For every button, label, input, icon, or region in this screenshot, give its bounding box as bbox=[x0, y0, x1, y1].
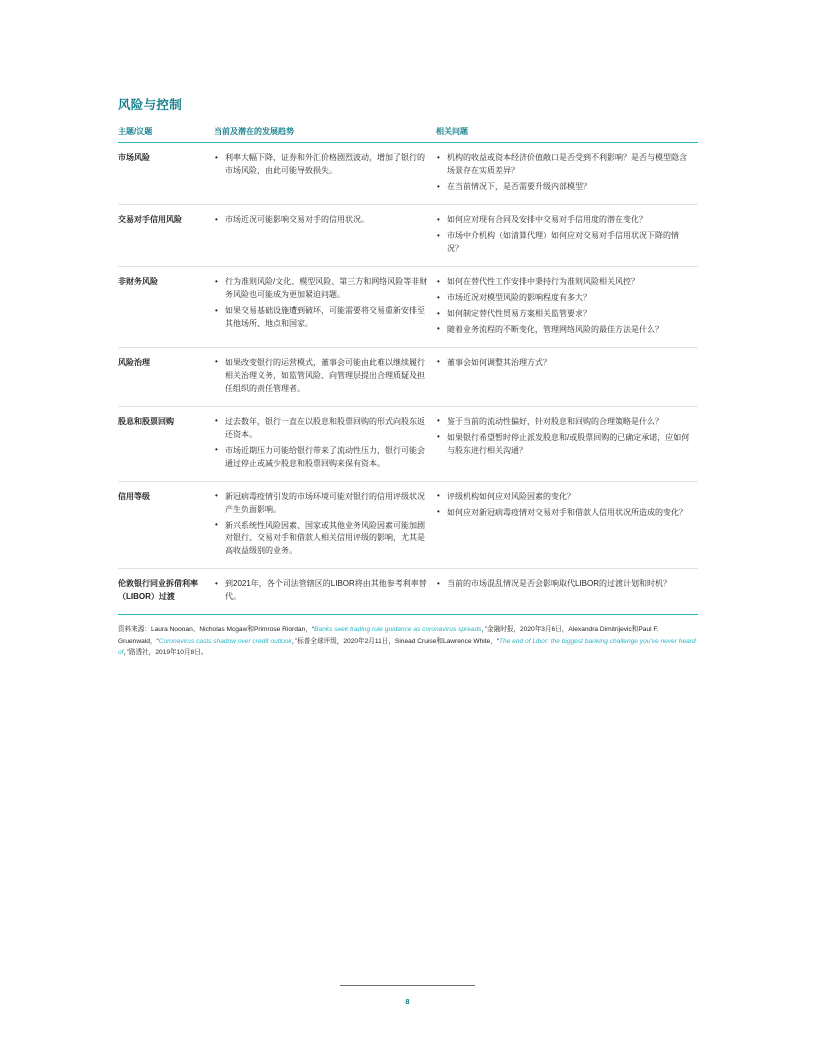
row-trends bbox=[214, 143, 436, 205]
list-item: • 如何应对现有合同及安排中交易对手信用度的潜在变化？ bbox=[436, 214, 690, 227]
risk-control-table bbox=[118, 127, 698, 615]
row-questions bbox=[436, 267, 698, 348]
table-header-row bbox=[118, 127, 698, 143]
list-item: • 新兴系统性风险因素、国家或其他业务风险因素可能加剧对银行、交易对手和借款人相关信用评级的影响，尤其是高收益级别的业务。 bbox=[214, 520, 428, 559]
list-item: • 如何应对新冠病毒疫情对交易对手和借款人信用状况所造成的变化？ bbox=[436, 507, 690, 520]
row-trends bbox=[214, 267, 436, 348]
column-header-topic: 主题/议题 bbox=[118, 127, 214, 143]
column-header-trends: 当前及潜在的发展趋势 bbox=[214, 127, 436, 143]
source-prefix: 资料来源：Laura Noonan、Nicholas Mcgaw和Primrose Riordan，“ bbox=[118, 626, 315, 634]
table-row bbox=[118, 406, 698, 481]
list-item: • 董事会如何调整其治理方式？ bbox=[436, 357, 690, 370]
row-trends bbox=[214, 406, 436, 481]
list-item: • 随着业务流程的不断变化，管理网络风险的最佳方法是什么？ bbox=[436, 324, 690, 337]
table-row bbox=[118, 267, 698, 348]
source-link-2[interactable]: Coronavirus casts shadow over credit outlook bbox=[158, 637, 292, 645]
page-content bbox=[118, 95, 698, 658]
row-questions bbox=[436, 205, 698, 267]
source-suffix: ，”路透社，2019年10月8日。 bbox=[123, 648, 208, 656]
footer-divider bbox=[340, 985, 475, 986]
source-mid-1: ，”金融时报，2020年3月6日，Alexandra Dimitrijevic和Paul F. Gruenwald，“ bbox=[118, 626, 659, 645]
row-questions bbox=[436, 481, 698, 569]
source-link-1[interactable]: Banks seek trading rule guidance as coronavirus spreads bbox=[314, 626, 482, 634]
list-item: • 机构的收益或资本经济价值敞口是否受到不利影响？是否与模型隐含场景存在实质差异？ bbox=[436, 152, 690, 178]
list-item: • 如何在替代性工作安排中秉持行为准则风险相关风控？ bbox=[436, 276, 690, 289]
row-trends bbox=[214, 205, 436, 267]
list-item: • 市场中介机构（如清算代理）如何应对交易对手信用状况下降的情况？ bbox=[436, 230, 690, 256]
row-trends bbox=[214, 481, 436, 569]
row-trends bbox=[214, 569, 436, 615]
row-topic: 交易对手信用风险 bbox=[118, 205, 214, 267]
table-row bbox=[118, 205, 698, 267]
source-link-3[interactable]: The end of Libor: the biggest banking challenge you've never heard of bbox=[118, 637, 696, 656]
row-trends bbox=[214, 347, 436, 406]
list-item: • 市场近期压力可能给银行带来了流动性压力，银行可能会通过停止或减少股息和股票回购来保有资本。 bbox=[214, 445, 428, 471]
list-item: • 如果改变银行的运营模式，董事会可能由此难以继续履行相关治理义务，如监管风险、向管理层提出合理质疑及担任组织的责任管理者。 bbox=[214, 357, 428, 396]
row-topic: 风险治理 bbox=[118, 347, 214, 406]
row-topic: 非财务风险 bbox=[118, 267, 214, 348]
table-row bbox=[118, 347, 698, 406]
list-item: • 如何制定替代性贸易方案相关监管要求？ bbox=[436, 308, 690, 321]
table-header bbox=[118, 127, 698, 143]
row-topic: 股息和股票回购 bbox=[118, 406, 214, 481]
page-number: 8 bbox=[405, 997, 410, 1006]
row-questions bbox=[436, 406, 698, 481]
list-item: • 市场近况对模型风险的影响程度有多大？ bbox=[436, 292, 690, 305]
table-body bbox=[118, 143, 698, 615]
list-item: • 新冠病毒疫情引发的市场环境可能对银行的信用评级状况产生负面影响。 bbox=[214, 491, 428, 517]
list-item: • 鉴于当前的流动性偏好，针对股息和回购的合理策略是什么？ bbox=[436, 416, 690, 429]
list-item: • 当前的市场混乱情况是否会影响取代LIBOR的过渡计划和时机？ bbox=[436, 578, 690, 591]
row-topic: 伦敦银行同业拆借利率（LIBOR）过渡 bbox=[118, 569, 214, 615]
row-questions bbox=[436, 347, 698, 406]
source-mid-2: ，”标普全球评级，2020年2月11日，Sinead Cruise和Lawrence White，“ bbox=[291, 637, 500, 645]
row-questions bbox=[436, 143, 698, 205]
list-item: • 利率大幅下降，证券和外汇价格剧烈波动，增加了银行的市场风险，由此可能导致损失。 bbox=[214, 152, 428, 178]
list-item: • 到2021年，各个司法管辖区的LIBOR将由其他参考利率替代。 bbox=[214, 578, 428, 604]
list-item: • 市场近况可能影响交易对手的信用状况。 bbox=[214, 214, 428, 227]
list-item: • 在当前情况下，是否需要升级内部模型？ bbox=[436, 181, 690, 194]
list-item: • 过去数年，银行一直在以股息和股票回购的形式向股东返还资本。 bbox=[214, 416, 428, 442]
column-header-questions: 相关问题 bbox=[436, 127, 698, 143]
row-questions bbox=[436, 569, 698, 615]
list-item: • 如果交易基础设施遭到破坏，可能需要将交易重新安排至其他场所、地点和国家。 bbox=[214, 305, 428, 331]
source-note bbox=[118, 624, 698, 658]
page-title: 风险与控制 bbox=[118, 98, 183, 112]
list-item: • 评级机构如何应对风险因素的变化？ bbox=[436, 491, 690, 504]
list-item: • 如果银行希望暂时停止派发股息和/或股票回购的已确定承诺，应如何与股东进行相关沟通？ bbox=[436, 432, 690, 458]
list-item: • 行为准则风险/文化、模型风险、第三方和网络风险等非财务风险也可能成为更加紧迫问题。 bbox=[214, 276, 428, 302]
row-topic: 市场风险 bbox=[118, 143, 214, 205]
row-topic: 信用等级 bbox=[118, 481, 214, 569]
table-row bbox=[118, 569, 698, 615]
table-row bbox=[118, 143, 698, 205]
table-row bbox=[118, 481, 698, 569]
